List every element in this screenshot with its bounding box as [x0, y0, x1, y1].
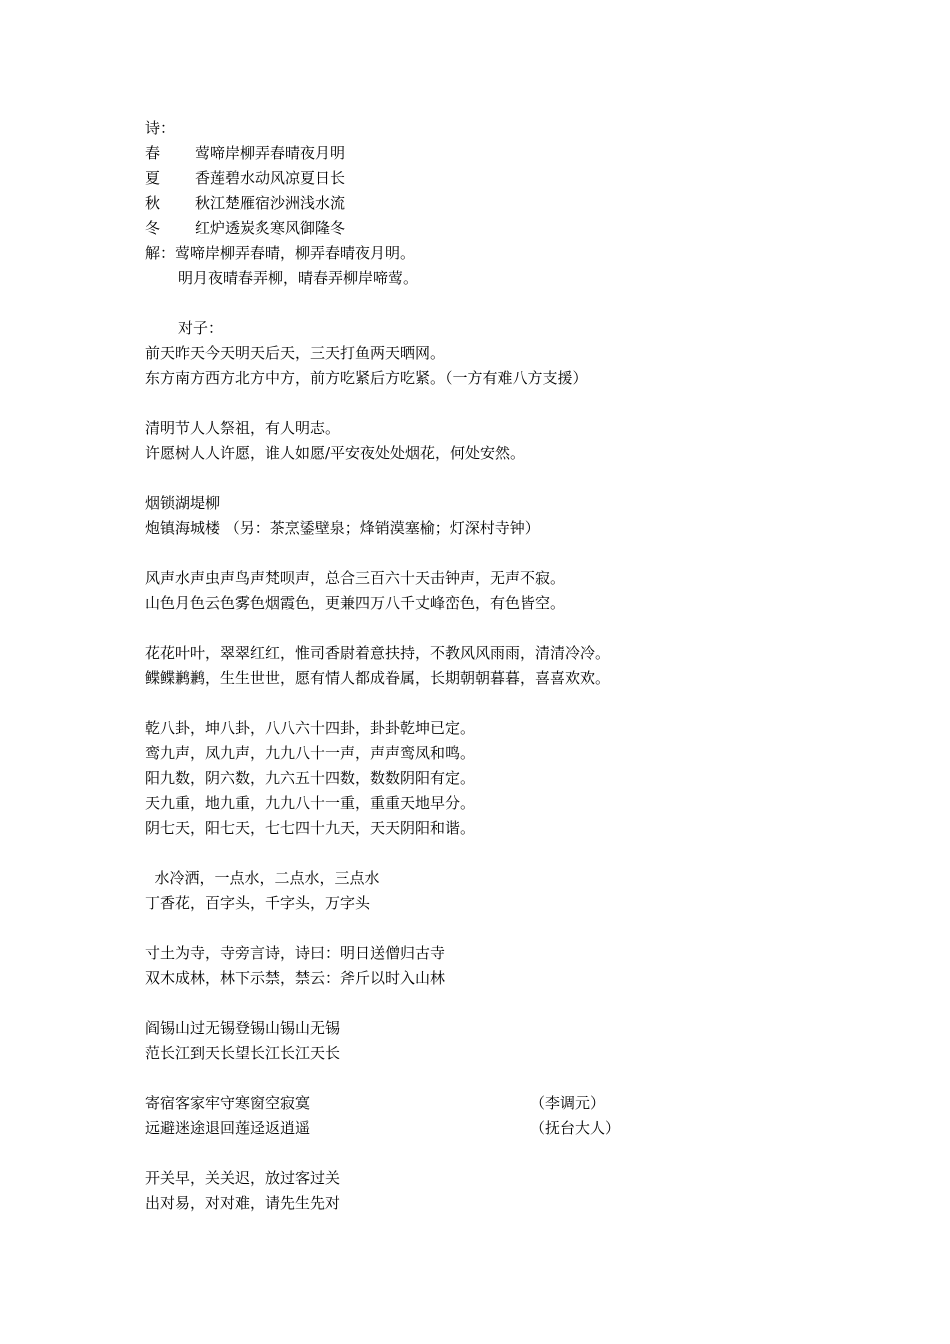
poem-line-spring — [145, 143, 345, 163]
season-verse: 莺啼岸柳弄春晴夜月明 — [195, 144, 346, 162]
couplet-line: 风声水声虫声鸟声梵呗声，总合三百六十天击钟声，无声不寂。 — [145, 569, 566, 587]
season-label: 冬 — [145, 219, 161, 237]
poem-header: 诗： — [145, 119, 176, 137]
couplet-line: 远避迷途退回莲迳返逍遥 — [145, 1119, 311, 1137]
poem-line-summer — [145, 168, 345, 188]
couplet-line: 乾八卦，坤八卦，八八六十四卦，卦卦乾坤已定。 — [145, 719, 476, 737]
poem-line-autumn — [145, 193, 345, 213]
couplet-attribution: （抚台大人） — [530, 1119, 621, 1137]
couplet-line: 开关早，关关迟，放过客过关 — [145, 1169, 341, 1187]
couplet-line: 清明节人人祭祖，有人明志。 — [145, 419, 341, 437]
couplet-line: 阳九数，阴六数，九六五十四数，数数阴阳有定。 — [145, 769, 476, 787]
couplet-line: 阴七天，阳七天，七七四十九天，天天阴阳和谐。 — [145, 819, 476, 837]
couplet-line: 鸾九声，凤九声，九九八十一声，声声鸾凤和鸣。 — [145, 744, 476, 762]
couplet-line: 花花叶叶，翠翠红红，惟司香尉着意扶持，不教风风雨雨，清清冷冷。 — [145, 644, 611, 662]
couplet-attribution: （李调元） — [530, 1094, 606, 1112]
season-verse: 香莲碧水动风凉夏日长 — [195, 169, 346, 187]
season-verse: 红炉透炭炙寒风御隆冬 — [195, 219, 346, 237]
couplet-line: 烟锁湖堤柳 — [145, 494, 221, 512]
couplet-line: 出对易，对对难，请先生先对 — [145, 1194, 341, 1212]
season-label: 春 — [145, 144, 161, 162]
couplet-line: 前天昨天今天明天后天，三天打鱼两天晒网。 — [145, 344, 446, 362]
poem-line-winter — [145, 218, 345, 238]
couplet-line: 炮镇海城楼 （另：茶烹鋈壁泉；烽销漠塞榆；灯深村寺钟） — [145, 519, 540, 537]
couplet-line: 阎锡山过无锡登锡山锡山无锡 — [145, 1019, 341, 1037]
couplet-line: 寸土为寺，寺旁言诗，诗曰：明日送僧归古寺 — [145, 944, 446, 962]
poem-explanation-line: 明月夜晴春弄柳，晴春弄柳岸啼莺。 — [178, 269, 419, 287]
couplet-line: 范长江到天长望长江长江天长 — [145, 1044, 341, 1062]
couplet-line: 许愿树人人许愿，谁人如愿/平安夜处处烟花，何处安然。 — [145, 444, 526, 462]
season-label: 秋 — [145, 194, 161, 212]
couplets-header: 对子： — [178, 319, 224, 337]
couplet-line: 天九重，地九重，九九八十一重，重重天地早分。 — [145, 794, 476, 812]
couplet-line: 水冷洒，一点水，二点水，三点水 — [145, 869, 380, 887]
couplet-line: 丁香花，百字头，千字头，万字头 — [145, 894, 371, 912]
couplet-line: 双木成林，林下示禁，禁云：斧斤以时入山林 — [145, 969, 446, 987]
couplet-line: 寄宿客家牢守寒窗空寂寞 — [145, 1094, 311, 1112]
couplet-line: 山色月色云色雾色烟霞色，更兼四万八千丈峰峦色，有色皆空。 — [145, 594, 566, 612]
couplet-line: 鲽鲽鹣鹣，生生世世，愿有情人都成眷属，长期朝朝暮暮，喜喜欢欢。 — [145, 669, 611, 687]
season-verse: 秋江楚雁宿沙洲浅水流 — [195, 194, 346, 212]
poem-explanation-line: 解：莺啼岸柳弄春晴，柳弄春晴夜月明。 — [145, 244, 416, 262]
couplet-line: 东方南方西方北方中方，前方吃紧后方吃紧。（一方有难八方支援） — [145, 369, 588, 387]
season-label: 夏 — [145, 169, 161, 187]
